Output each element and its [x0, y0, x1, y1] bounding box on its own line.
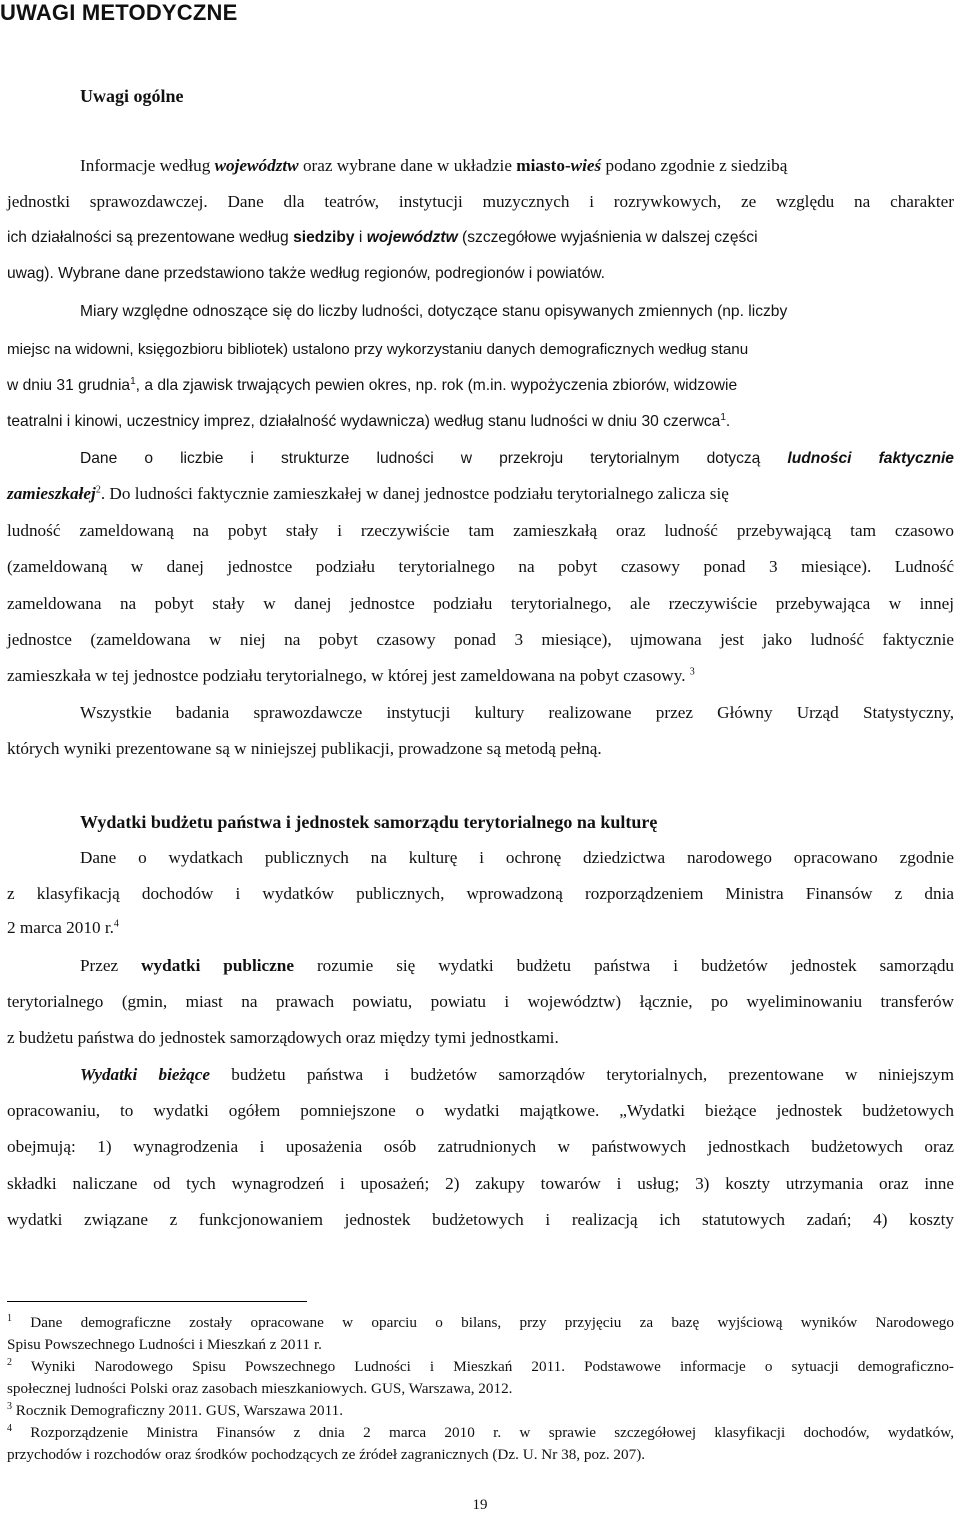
paragraph-line: z budżetu państwa do jednostek samorządowych oraz między tymi jednostkami. [7, 1028, 559, 1047]
footnote-1: $^1$ Dane demograficzne zostały opracowane w oparciu o bilans, przy przyjęciu za bazę wyjściową wyników Narodowego [7, 1312, 954, 1331]
paragraph-line: terytorialnego (gmin, miast na prawach powiatu, powiatu i województw) łącznie, po wyeliminowaniu transferów [7, 992, 954, 1011]
paragraph-line: wydatki związane z funkcjonowaniem jednostek budżetowych i realizacją ich statutowych zadań; 4) koszty [7, 1210, 954, 1229]
footnote-2-cont: społecznej ludności Polski oraz zasobach mieszkaniowych. GUS, Warszawa, 2012. [7, 1380, 513, 1397]
paragraph-line: z klasyfikacją dochodów i wydatków publicznych, wprowadzoną rozporządzeniem Ministra Finansów z dnia [7, 884, 954, 903]
section-heading-expenditures: Wydatki budżetu państwa i jednostek samorządu terytorialnego na kulturę [80, 812, 658, 832]
paragraph-line: miejsc na widowni, księgozbioru bibliotek) ustalono przy wykorzystaniu danych demograficznych według stanu [7, 341, 749, 358]
paragraph-line: opracowaniu, to wydatki ogółem pomniejszone o wydatki majątkowe. „Wydatki bieżące jednostek budżetowych [7, 1101, 954, 1120]
footnote-1-cont: Spisu Powszechnego Ludności i Mieszkań z 2011 r. [7, 1336, 322, 1353]
page-title: UWAGI METODYCZNE [0, 0, 238, 25]
paragraph-line: (zameldowaną w danej jednostce podziału terytorialnego na pobyt czasowy ponad 3 miesiące). Ludność [7, 557, 954, 576]
paragraph-line: zamieszkałej$^2$. Do ludności faktycznie zamieszkałej w danej jednostce podziału terytorialnego zalicza się [7, 484, 729, 503]
footnote-4-cont: przychodów i rozchodów oraz środków pochodzących ze źródeł zagranicznych (Dz. U. Nr 38, poz. 207). [7, 1446, 646, 1463]
paragraph-line: Miary względne odnoszące się do liczby ludności, dotyczące stanu opisywanych zmiennych (np. liczby [80, 303, 788, 320]
footnote-3: $^3$ Rocznik Demograficzny 2011. GUS, Warszawa 2011. [7, 1400, 343, 1419]
paragraph-line: Dane o wydatkach publicznych na kulturę i ochronę dziedzictwa narodowego opracowano zgodnie [80, 848, 954, 867]
paragraph-line: ich działalności są prezentowane według siedziby i województw (szczegółowe wyjaśnienia w dalszej części [7, 229, 758, 246]
section-heading-general: Uwagi ogólne [80, 86, 184, 106]
paragraph-line: 2 marca 2010 r.$^4$ [7, 918, 119, 937]
paragraph-line: jednostki sprawozdawczej. Dane dla teatrów, instytucji muzycznych i rozrywkowych, ze względu na charakter [7, 192, 954, 211]
paragraph-line: Informacje według województw oraz wybrane dane w układzie miasto-wieś podano zgodnie z siedzibą [80, 156, 788, 175]
paragraph-line: jednostce (zameldowana w niej na pobyt czasowy ponad 3 miesiące), ujmowana jest jako ludność faktycznie [7, 630, 954, 649]
paragraph-line: których wyniki prezentowane są w niniejszej publikacji, prowadzone są metodą pełną. [7, 739, 602, 758]
paragraph-line: Dane o liczbie i strukturze ludności w przekroju terytorialnym dotyczą ludności faktycznie [80, 450, 954, 467]
paragraph-line: uwag). Wybrane dane przedstawiono także według regionów, podregionów i powiatów. [7, 265, 605, 282]
paragraph-line: w dniu 31 grudnia$^1$, a dla zjawisk trwających pewien okres, np. rok (m.in. wypożyczenia zbiorów, widzowie [7, 375, 738, 394]
paragraph-line: zameldowana na pobyt stały w danej jednostce podziału terytorialnego, ale rzeczywiście przebywająca w innej [7, 594, 954, 613]
paragraph-line: teatralni i kinowi, uczestnicy imprez, działalność wydawnicza) według stanu ludności w dniu 30 czerwca$^1$. [7, 411, 731, 430]
footnote-4: $^4$ Rozporządzenie Ministra Finansów z dnia 2 marca 2010 r. w sprawie szczegółowej klasyfikacji dochodów, wydatków, [7, 1422, 954, 1441]
page-number: 19 [472, 1497, 488, 1513]
paragraph-line: składki naliczane od tych wynagrodzeń i uposażeń; 2) zakupy towarów i usług; 3) koszty utrzymania oraz inne [7, 1174, 954, 1193]
paragraph-line: zamieszkała w tej jednostce podziału terytorialnego, w której jest zameldowana na pobyt czasowy. $^3$ [7, 666, 695, 685]
paragraph-line: Wszystkie badania sprawozdawcze instytucji kultury realizowane przez Główny Urząd Statystyczny, [80, 703, 954, 722]
footnote-separator [7, 1301, 307, 1302]
paragraph-line: ludność zameldowaną na pobyt stały i rzeczywiście tam zamieszkałą oraz ludność przebywającą tam czasowo [7, 521, 954, 540]
paragraph-line: Wydatki bieżące budżetu państwa i budżetów samorządów terytorialnych, prezentowane w niniejszym [80, 1065, 954, 1084]
paragraph-line: obejmują: 1) wynagrodzenia i uposażenia osób zatrudnionych w państwowych jednostkach budżetowych oraz [7, 1137, 954, 1156]
paragraph-line: Przez wydatki publiczne rozumie się wydatki budżetu państwa i budżetów jednostek samorządu [80, 956, 955, 975]
footnote-2: $^2$ Wyniki Narodowego Spisu Powszechnego Ludności i Mieszkań 2011. Podstawowe informacje o sytuacji demograficzno- [7, 1356, 954, 1375]
